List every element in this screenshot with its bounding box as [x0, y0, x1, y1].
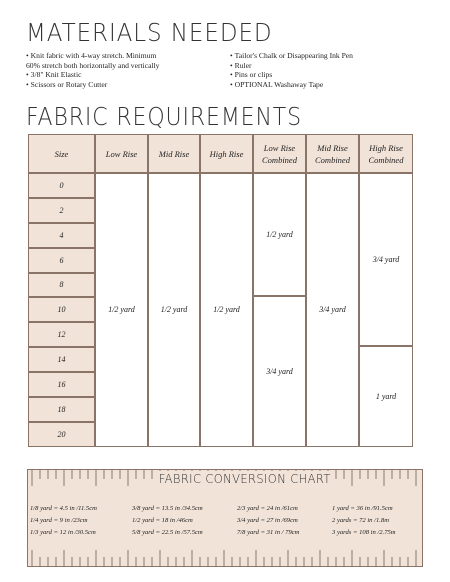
fabric-conversion-chart — [27, 469, 423, 567]
size-cell: 20 — [28, 422, 95, 447]
conversion-row: 1/8 yard = 4.5 in /11.5cm — [30, 505, 97, 512]
header-size: Size — [28, 134, 95, 173]
size-cell: 14 — [28, 347, 95, 372]
header-mid-rise: Mid Rise — [148, 134, 200, 173]
size-cell: 2 — [28, 198, 95, 223]
materials-list-left — [26, 51, 159, 89]
conversion-row: 3/8 yard = 13.5 in /34.5cm — [132, 505, 203, 512]
conversion-column-1 — [30, 503, 97, 540]
conversion-column-4 — [332, 503, 396, 540]
material-item: • Knit fabric with 4-way stretch. Minimum — [26, 51, 157, 60]
size-cell: 12 — [28, 322, 95, 347]
high-rise-combined-value: 3/4 yard — [359, 173, 413, 346]
conversion-row: 3 yards = 108 in /2.75m — [332, 529, 396, 537]
header-low-rise: Low Rise — [95, 134, 148, 173]
conversion-row: 3/4 yard = 27 in /69cm — [237, 517, 298, 525]
size-cell: 8 — [28, 273, 95, 297]
mid-rise-value: 1/2 yard — [148, 173, 200, 447]
materials-title: MATERIALS NEEDED — [26, 18, 273, 47]
fabric-requirements-title: FABRIC REQUIREMENTS — [26, 102, 302, 131]
conversion-chart-title: FABRIC CONVERSION CHART — [156, 471, 334, 486]
conversion-column-2 — [132, 503, 203, 540]
low-rise-combined-value: 3/4 yard — [253, 296, 306, 447]
conversion-row: 1/4 yard = 9 in /23cm — [30, 517, 88, 525]
header-high-rise: High Rise — [200, 134, 253, 173]
size-cell: 6 — [28, 248, 95, 273]
size-cell: 10 — [28, 297, 95, 322]
material-item: • 3/8" Knit Elastic — [26, 70, 82, 80]
size-cell: 16 — [28, 372, 95, 397]
fabric-requirements-table — [28, 134, 413, 447]
mid-rise-combined-value: 3/4 yard — [306, 173, 359, 447]
material-item: • Scissors or Rotary Cutter — [26, 79, 108, 89]
material-item: 60% stretch both horizontally and vertically — [26, 60, 160, 70]
high-rise-value: 1/2 yard — [200, 173, 253, 447]
header-mid-rise-combined: Mid Rise Combined — [306, 134, 359, 173]
material-item: • OPTIONAL Washaway Tape — [230, 79, 324, 89]
conversion-row: 1/3 yard = 12 in /30.5cm — [30, 529, 96, 537]
size-cell: 4 — [28, 223, 95, 248]
low-rise-value: 1/2 yard — [95, 173, 148, 447]
material-item: • Pins or clips — [230, 70, 273, 80]
conversion-row: 2/3 yard = 24 in /61cm — [237, 505, 298, 512]
conversion-row: 5/8 yard = 22.5 in /57.5cm — [132, 529, 203, 537]
materials-list-right — [230, 51, 353, 89]
size-cell: 18 — [28, 397, 95, 422]
material-item: • Tailor's Chalk or Disappearing Ink Pen — [230, 51, 353, 60]
conversion-row: 2 yards = 72 in /1.8m — [332, 517, 389, 525]
high-rise-combined-value: 1 yard — [359, 346, 413, 447]
conversion-row: 7/8 yard = 31 in / 79cm — [237, 529, 300, 537]
conversion-row: 1/2 yard = 18 in /46cm — [132, 517, 193, 525]
header-high-rise-combined: High Rise Combined — [359, 134, 413, 173]
low-rise-combined-value: 1/2 yard — [253, 173, 306, 296]
size-cell: 0 — [28, 173, 95, 198]
header-low-rise-combined: Low Rise Combined — [253, 134, 306, 173]
material-item: • Ruler — [230, 60, 252, 70]
conversion-column-3 — [237, 503, 299, 540]
conversion-row: 1 yard = 36 in /91.5cm — [332, 505, 393, 512]
